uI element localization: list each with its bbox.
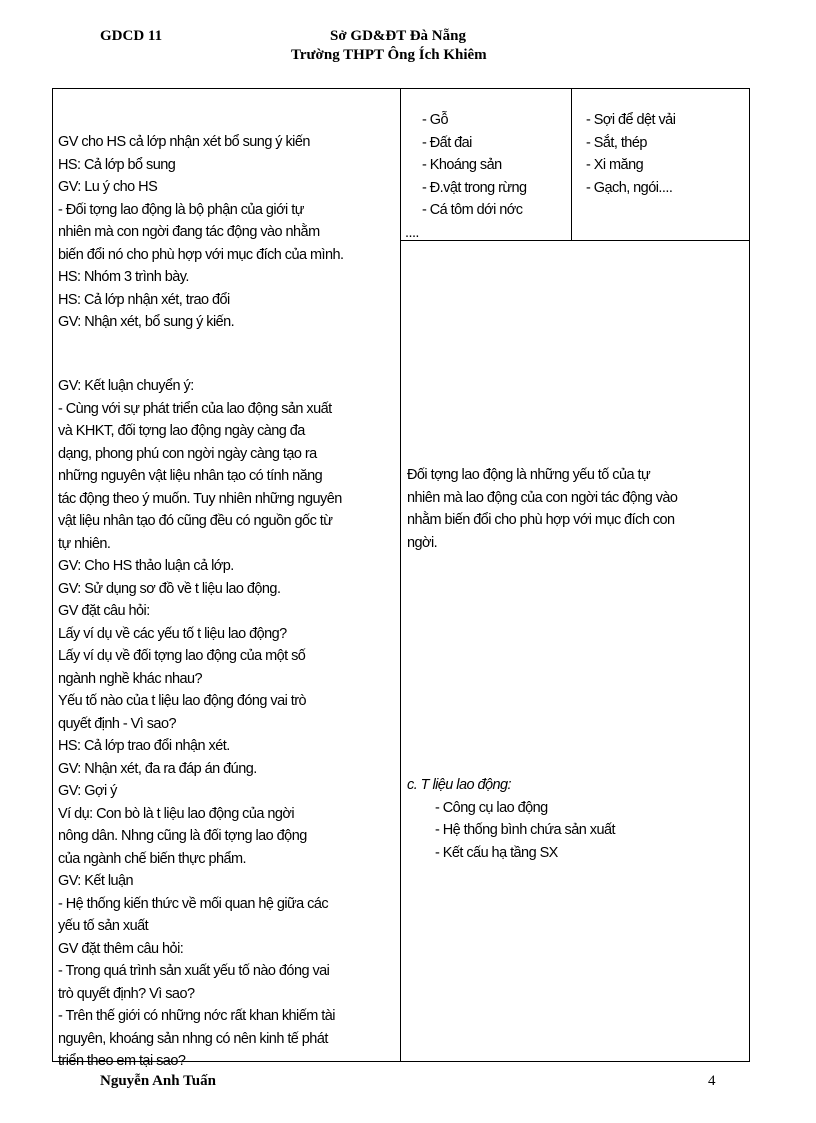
text-line: GV: Sử dụng sơ đồ về t liệu lao động.: [58, 580, 281, 597]
header-department: Sở GD&ĐT Đà Nẵng: [330, 28, 466, 44]
text-line: triển theo em tại sao?: [58, 1053, 186, 1069]
teacher-activities-block-1: [58, 131, 344, 334]
list-item: - Sắt, thép: [586, 134, 647, 151]
list-item: - Gạch, ngói....: [586, 179, 673, 196]
text-line: ngời.: [407, 534, 438, 551]
examples-natural-list: [422, 109, 527, 222]
text-line: GV: Lu ý cho HS: [58, 179, 158, 195]
section-c-item: - Hệ thống bình chứa sản xuất: [435, 822, 615, 838]
list-item: - Đ.vật trong rừng: [422, 179, 527, 196]
text-line: - Hệ thống kiến thức về mối quan hệ giữa các: [58, 895, 329, 912]
text-line: GV đặt thêm câu hỏi:: [58, 940, 184, 957]
section-c-title: c. T liệu lao động:: [407, 777, 512, 793]
list-item: - Cá tôm dới nớc: [422, 202, 523, 218]
list-item: - Đất đai: [422, 134, 472, 151]
text-line: tự nhiên.: [58, 535, 111, 552]
footer-author: Nguyễn Anh Tuấn: [100, 1073, 216, 1089]
inner-row-divider: [400, 240, 750, 241]
column-divider: [400, 88, 401, 1062]
text-line: GV đặt câu hỏi:: [58, 603, 150, 619]
inner-table-ellipsis: ....: [405, 225, 419, 241]
header-subject: GDCD 11: [100, 28, 163, 44]
text-line: HS: Nhóm 3 trình bày.: [58, 269, 189, 285]
text-line: quyết định - Vì sao?: [58, 715, 176, 732]
text-line: GV cho HS cả lớp nhận xét bổ sung ý kiến: [58, 134, 310, 150]
text-line: biến đổi nó cho phù hợp với mục đích của mình.: [58, 246, 344, 263]
text-line: - Trong quá trình sản xuất yếu tố nào đóng vai: [58, 963, 330, 979]
text-line: nguyên, khoáng sản nhng có nên kinh tế phát: [58, 1030, 328, 1047]
inner-column-divider: [571, 88, 572, 241]
text-line: GV: Cho HS thảo luận cả lớp.: [58, 558, 234, 574]
text-line: Lấy ví dụ về các yếu tố t liệu lao động?: [58, 625, 287, 642]
list-item: - Khoáng sản: [422, 157, 502, 173]
text-line: yếu tố sản xuất: [58, 918, 149, 934]
text-line: Yếu tố nào của t liệu lao động đóng vai trò: [58, 693, 307, 709]
examples-processed-list: [586, 109, 675, 199]
text-line: HS: Cả lớp trao đổi nhận xét.: [58, 738, 230, 754]
text-line: HS: Cả lớp bổ sung: [58, 156, 176, 173]
text-line: và KHKT, đối tợng lao động ngày càng đa: [58, 423, 305, 439]
text-line: Lấy ví dụ về đối tợng lao động của một số: [58, 648, 306, 664]
text-line: GV: Nhận xét, đa ra đáp án đúng.: [58, 760, 257, 777]
text-line: nông dân. Nhng cũng là đối tợng lao động: [58, 828, 307, 844]
text-line: GV: Kết luận: [58, 873, 134, 889]
text-line: GV: Nhận xét, bổ sung ý kiến.: [58, 314, 235, 330]
text-line: nhằm biến đổi cho phù hợp với mục đích con: [407, 512, 675, 528]
text-line: trò quyết định? Vì sao?: [58, 985, 195, 1002]
list-item: - Gỗ: [422, 112, 448, 128]
definition-text: [407, 464, 677, 554]
text-line: ngành nghề khác nhau?: [58, 670, 203, 687]
text-line: GV: Kết luận chuyển ý:: [58, 378, 194, 394]
text-line: của ngành chế biến thực phẩm.: [58, 850, 247, 867]
list-item: - Sợi để dệt vải: [586, 112, 676, 128]
text-line: GV: Gợi ý: [58, 783, 117, 799]
section-c-item: - Kết cấu hạ tầng SX: [435, 844, 558, 861]
page-number: 4: [708, 1073, 716, 1089]
text-line: - Trên thế giới có những nớc rất khan khiếm tài: [58, 1008, 335, 1024]
list-item: - Xi măng: [586, 157, 644, 173]
text-line: dạng, phong phú con ngời ngày càng tạo ra: [58, 445, 317, 462]
text-line: nhiên mà con ngời đang tác động vào nhằm: [58, 224, 320, 240]
text-line: HS: Cả lớp nhận xét, trao đổi: [58, 291, 230, 308]
header-school: Trường THPT Ông Ích Khiêm: [291, 47, 487, 63]
text-line: nhiên mà lao động của con ngời tác động vào: [407, 489, 678, 506]
section-c: [407, 774, 615, 864]
text-line: tác động theo ý muốn. Tuy nhiên những nguyên: [58, 490, 342, 507]
text-line: - Đối tợng lao động là bộ phận của giới tự: [58, 201, 304, 218]
section-c-item: - Công cụ lao động: [435, 799, 548, 816]
text-line: Đối tợng lao động là những yếu tố của tự: [407, 467, 651, 483]
text-line: những nguyên vật liệu nhân tạo có tính năng: [58, 468, 323, 484]
text-line: vật liệu nhân tạo đó cũng đều có nguồn gốc từ: [58, 513, 333, 529]
teacher-activities-block-2: [58, 375, 342, 1073]
text-line: - Cùng với sự phát triển của lao động sản xuất: [58, 400, 332, 417]
text-line: Ví dụ: Con bò là t liệu lao động của ngời: [58, 805, 295, 822]
